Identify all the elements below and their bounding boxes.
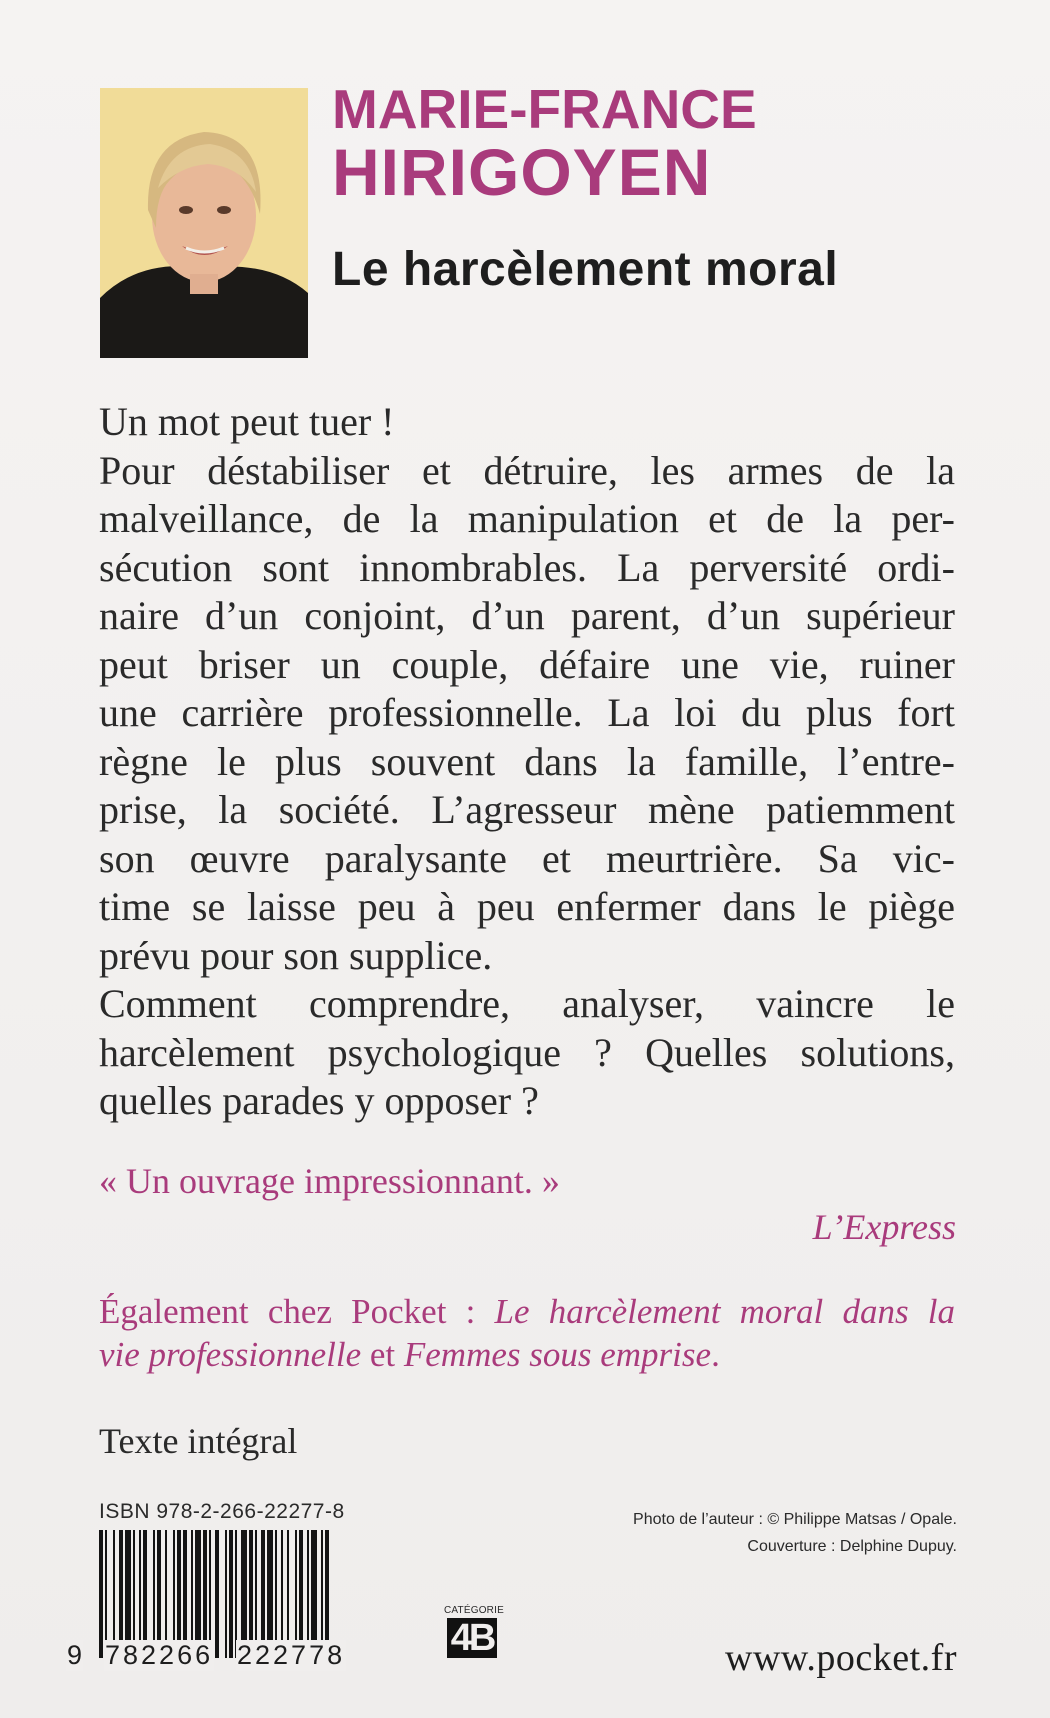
author-name — [332, 78, 757, 209]
barcode-bar — [153, 1530, 155, 1658]
barcode-bar — [261, 1530, 265, 1658]
barcode-bar — [215, 1530, 219, 1658]
edition-note: Texte intégral — [99, 1421, 298, 1461]
barcode-bar — [119, 1530, 123, 1658]
category-code: 4B — [447, 1618, 498, 1658]
credits — [633, 1506, 957, 1560]
blurb-line: prévu pour son supplice. — [99, 932, 493, 978]
blurb-line: time se laisse peu à peu enfermer dans le piège — [99, 884, 955, 929]
blurb-line: prise, la société. L’agresseur mène patiemment — [99, 787, 955, 832]
barcode-bar — [99, 1530, 103, 1658]
barcode-bar — [241, 1530, 247, 1658]
blurb-line: son œuvre paralysante et meurtrière. Sa vic- — [99, 835, 955, 881]
barcode-bar — [125, 1530, 131, 1658]
barcode-bar — [229, 1530, 233, 1658]
also-book2: Femmes sous emprise — [403, 1335, 712, 1374]
barcode-bar — [321, 1530, 323, 1658]
blurb-line: Comment comprendre, analyser, vaincre le — [99, 981, 955, 1026]
barcode-bar — [143, 1530, 147, 1658]
barcode-group-2: 222778 — [237, 1640, 346, 1670]
barcode-bar — [139, 1530, 141, 1658]
barcode-bar — [281, 1530, 283, 1658]
blurb-line: harcèlement psychologique ? Quelles solutions, — [99, 1029, 955, 1075]
category-badge — [444, 1605, 504, 1659]
barcode-bar — [235, 1530, 237, 1658]
barcode-bar — [113, 1530, 115, 1658]
author-last-name: HIRIGOYEN — [332, 135, 712, 209]
review-source: L’Express — [812, 1207, 956, 1247]
blurb-line: malveillance, de la manipulation et de la per- — [99, 496, 955, 541]
barcode-bar — [255, 1530, 257, 1658]
barcode-bar — [307, 1530, 309, 1658]
also-prefix: Également chez Pocket : — [99, 1292, 495, 1331]
also-conjunction: et — [361, 1335, 404, 1374]
blurb-line: sécution sont innombrables. La perversité ordi- — [99, 544, 955, 590]
isbn-number: ISBN 978-2-266-22277-8 — [99, 1500, 345, 1523]
also-line-1 — [99, 1290, 955, 1333]
barcode-bar — [295, 1530, 297, 1658]
also-end: . — [711, 1335, 720, 1374]
barcode-bar — [225, 1530, 227, 1658]
barcode-lead-digit: 9 — [67, 1640, 83, 1670]
author-first-name: MARIE-FRANCE — [332, 78, 757, 140]
barcode-bar — [165, 1530, 167, 1658]
review-quote: « Un ouvrage impressionnant. » — [99, 1161, 560, 1201]
category-label: CATÉGORIE — [444, 1605, 504, 1616]
barcode-bar — [105, 1530, 107, 1658]
cover-credit: Couverture : Delphine Dupuy. — [747, 1538, 957, 1555]
blurb-line: peut briser un couple, défaire une vie, ruiner — [99, 641, 955, 687]
barcode-bar — [173, 1530, 175, 1658]
also-book1-part1: Le harcèlement moral dans la — [494, 1292, 955, 1331]
also-available — [99, 1290, 955, 1376]
publisher-website: www.pocket.fr — [725, 1637, 957, 1679]
blurb-line: quelles parades y opposer ? — [99, 1078, 539, 1123]
also-book1-part2: vie professionnelle — [99, 1335, 362, 1374]
barcode-bar — [287, 1530, 289, 1658]
barcode-bar — [299, 1530, 303, 1658]
barcode-group-1: 782266 — [105, 1640, 214, 1670]
author-photo — [100, 88, 308, 358]
blurb-line: naire d’un conjoint, d’un parent, d’un supérieur — [99, 593, 955, 638]
barcode-bar — [191, 1530, 193, 1658]
blurb-text — [99, 398, 955, 1126]
blurb-line: Un mot peut tuer ! — [99, 399, 395, 444]
barcode-bar — [183, 1530, 187, 1658]
barcode-bar — [177, 1530, 181, 1658]
barcode-bar — [195, 1530, 201, 1658]
barcode-bar — [209, 1530, 211, 1658]
barcode-bar — [325, 1530, 329, 1658]
blurb-line: une carrière professionnelle. La loi du plus fort — [99, 690, 955, 735]
barcode-bar — [203, 1530, 207, 1658]
barcode-bar — [133, 1530, 135, 1658]
barcode-bar — [249, 1530, 253, 1658]
photo-credit: Photo de l’auteur : © Philippe Matsas / Opale. — [633, 1511, 957, 1528]
barcode-bar — [267, 1530, 273, 1658]
blurb-line: règne le plus souvent dans la famille, l’entre- — [99, 738, 955, 784]
blurb-line: Pour déstabiliser et détruire, les armes de la — [99, 447, 955, 493]
barcode-bar — [275, 1530, 277, 1658]
barcode-bar — [311, 1530, 317, 1658]
barcode-bar — [157, 1530, 161, 1658]
book-title: Le harcèlement moral — [332, 243, 839, 296]
also-line-2 — [99, 1333, 955, 1376]
